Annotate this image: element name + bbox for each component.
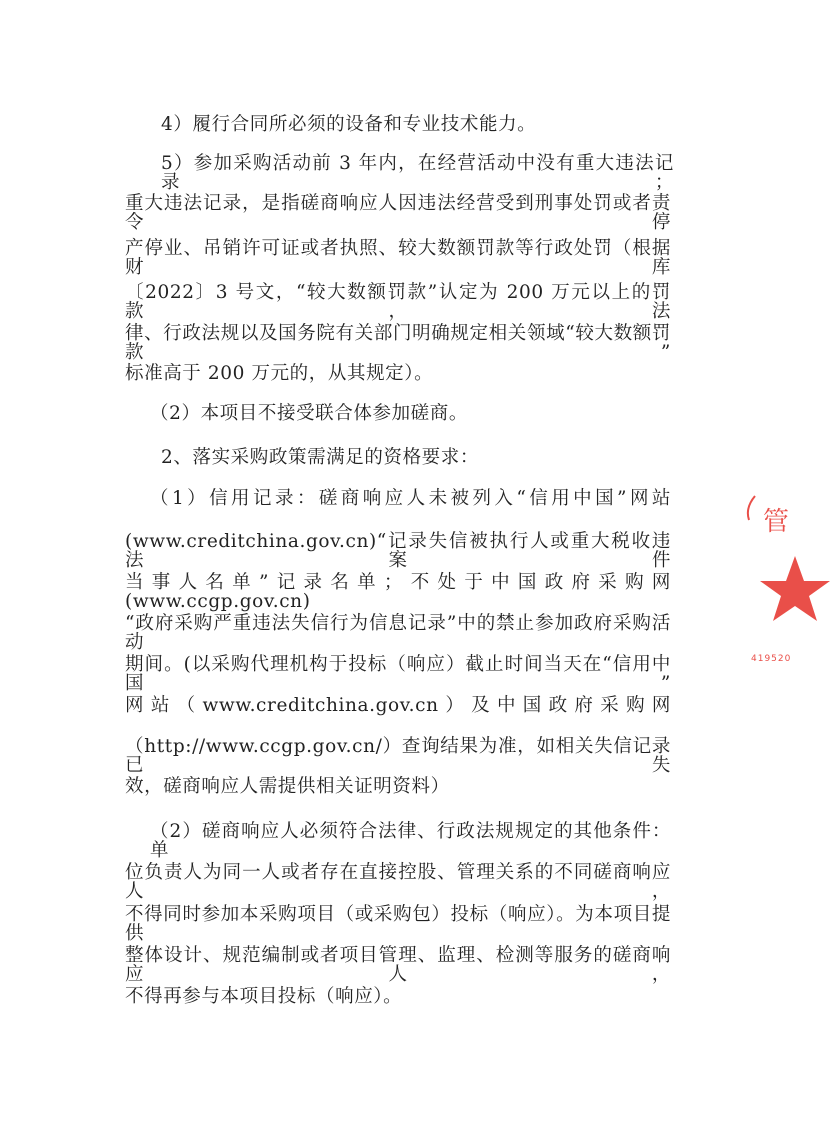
text-line: 标准高于 200 万元的，从其规定）。 [125, 363, 434, 384]
seal-character: 管 [763, 507, 790, 537]
text-line: 位负责人为同一人或者存在直接控股、管理关系的不同磋商响应人， [125, 862, 671, 902]
seal-star [760, 556, 830, 621]
text-line: 产停业、吊销许可证或者执照、较大数额罚款等行政处罚（根据财库 [125, 238, 671, 278]
text-line: 效，磋商响应人需提供相关证明资料） [125, 776, 450, 797]
seal-number: 419520 [751, 654, 792, 664]
text-line: 不得同时参加本采购项目（或采购包）投标（响应）。为本项目提供 [125, 904, 671, 944]
text-line: 重大违法记录，是指磋商响应人因违法经营受到刑事处罚或者责令停 [125, 193, 671, 233]
text-line: 4）履行合同所必须的设备和专业技术能力。 [161, 114, 537, 135]
text-line: （2）本项目不接受联合体参加磋商。 [150, 403, 468, 424]
text-line: 5）参加采购活动前 3 年内，在经营活动中没有重大违法记录； [161, 153, 674, 193]
text-line: (www.creditchina.gov.cn)“记录失信被执行人或重大税收违法案件 [125, 531, 671, 571]
text-line: 不得再参与本项目投标（响应）。 [125, 986, 403, 1007]
text-line: 律、行政法规以及国务院有关部门明确规定相关领域“较大数额罚款” [125, 323, 671, 363]
text-line: 〔2022〕3 号文，“较大数额罚款”认定为 200 万元以上的罚款，法 [125, 282, 671, 322]
text-line: 整体设计、规范编制或者项目管理、监理、检测等服务的磋商响应人， [125, 945, 671, 985]
text-line: （1）信用记录：磋商响应人未被列入“信用中国”网站 [150, 488, 671, 509]
text-line: 当事人名单”记录名单；不处于中国政府采购网(www.ccgp.gov.cn) [125, 572, 671, 612]
text-line: “政府采购严重违法失信行为信息记录”中的禁止参加政府采购活动 [125, 613, 671, 653]
text-line: 2、落实采购政策需满足的资格要求： [161, 447, 479, 468]
text-line: 期间。(以采购代理机构于投标（响应）截止时间当天在“信用中国” [125, 654, 671, 694]
text-line: （2）磋商响应人必须符合法律、行政法规规定的其他条件：单 [150, 821, 671, 861]
official-seal-stamp [735, 488, 835, 678]
text-line: 网站（www.creditchina.gov.cn）及中国政府采购网 [125, 695, 671, 716]
text-line: （http://www.ccgp.gov.cn/）查询结果为准，如相关失信记录已失 [125, 736, 671, 776]
